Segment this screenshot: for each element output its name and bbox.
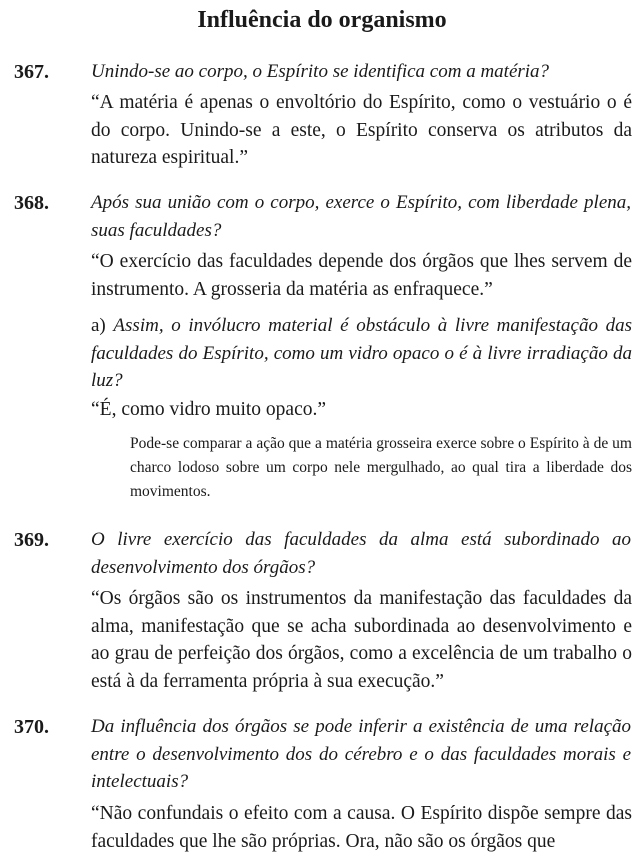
answer-370: “Não confundais o efeito com a causa. O Espírito dispõe sempre das faculdades que lhe são próprias. Ora, não são os órgãos que: [91, 803, 632, 852]
commentary-note: Pode-se comparar a ação que a matéria grosseira exerce sobre o Espírito à de um charco lodoso sobre um corpo nele mergulhado, ao qual tira a liberdade dos movimentos.: [130, 435, 632, 500]
sub-answer-368a: “É, como vidro muito opaco.”: [91, 399, 327, 420]
question-text: Após sua união com o corpo, exerce o Espírito, com liberdade plena, suas faculdades?: [91, 192, 631, 241]
sub-question-letter: a): [91, 315, 106, 336]
answer-367: “A matéria é apenas o envoltório do Espírito, como o vestuário o é do corpo. Unindo-se a este, o Espírito conserva os atributos da natureza espiritual.”: [91, 92, 632, 168]
answer-368: “O exercício das faculdades depende dos órgãos que lhes servem de instrumento. A grosseria da matéria as enfraquece.”: [91, 251, 632, 300]
question-number: 367.: [14, 61, 49, 83]
question-text: O livre exercício das faculdades da alma está subordinado ao desenvolvimento dos órgãos?: [91, 529, 631, 578]
question-number: 369.: [14, 529, 49, 551]
question-number: 368.: [14, 192, 49, 214]
section-title: Influência do organismo: [197, 7, 447, 33]
question-number: 370.: [14, 716, 49, 738]
sub-question-text: Assim, o invólucro material é obstáculo à livre manifestação das faculdades do Espírito, como um vidro opaco o é à livre irradiação da luz?: [91, 315, 632, 391]
sub-question-368a: [91, 312, 632, 395]
question-text: Da influência dos órgãos se pode inferir a existência de uma relação entre o desenvolvimento dos do cérebro e o das faculdades morais e intelectuais?: [91, 716, 631, 792]
answer-369: “Os órgãos são os instrumentos da manifestação das faculdades da alma, manifestação que se acha subordinada ao desenvolvimento e ao grau de perfeição dos órgãos, como a excelência de um trabalho o está à da ferramenta própria à sua execução.”: [91, 588, 632, 692]
question-text: Unindo-se ao corpo, o Espírito se identifica com a matéria?: [91, 61, 550, 82]
